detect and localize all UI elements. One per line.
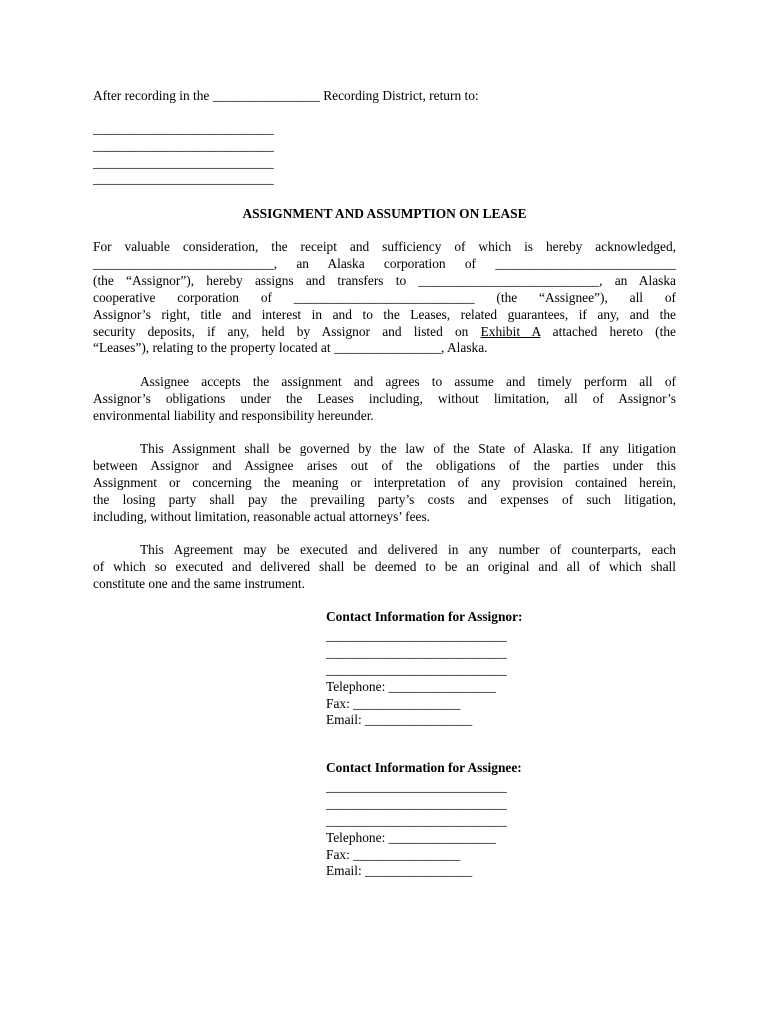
text-line: Assignor’s obligations under the Leases including, without limitation, all of Assignor’s [93, 390, 676, 406]
paragraph-assumption [93, 374, 676, 425]
assignor-fax: Fax: ________________ [326, 695, 461, 711]
paragraph-governing-law [93, 441, 676, 526]
text-line: Assignment or concerning the meaning or interpretation of any provision contained herein, [93, 474, 676, 490]
text-line: including, without limitation, reasonable actual attorneys’ fees. [93, 508, 431, 524]
assignor-contact-heading: Contact Information for Assignor: [326, 609, 523, 624]
text-line: For valuable consideration, the receipt and sufficiency of which is hereby acknowledged, [93, 239, 676, 254]
text-line: (the “Assignor”), hereby assigns and transfers to ___________________________, an Alaska [93, 272, 676, 288]
text-line: between Assignor and Assignee arises out of the obligations of the parties under this [93, 457, 676, 473]
assignee-blank-line: ___________________________ [326, 795, 507, 811]
address-line: ___________________________ [93, 137, 274, 153]
assignor-telephone: Telephone: ________________ [326, 678, 496, 694]
assignor-contact-block [326, 609, 626, 729]
text-line: Assignor’s right, title and interest in and to the Leases, related guarantees, if any, and the [93, 306, 676, 322]
assignee-email: Email: ________________ [326, 863, 473, 879]
address-line: ___________________________ [93, 154, 274, 170]
paragraph-consideration [93, 239, 676, 357]
text-fragment: security deposits, if any, held by Assignor and listed on [93, 323, 481, 339]
text-fragment: attached hereto (the [540, 323, 676, 339]
text-line: constitute one and the same instrument. [93, 575, 305, 591]
text-line [93, 324, 676, 341]
text-line: of which so executed and delivered shall be deemed to be an original and all of which shall [93, 558, 676, 574]
text-line: This Assignment shall be governed by the law of the State of Alaska. If any litigation [140, 441, 676, 456]
assignee-telephone: Telephone: ________________ [326, 829, 496, 845]
text-line: cooperative corporation of ___________________________ (the “Assignee”), all of [93, 289, 676, 305]
assignee-blank-line: ___________________________ [326, 812, 507, 828]
address-line: ___________________________ [93, 171, 274, 187]
assignor-blank-line: ___________________________ [326, 644, 507, 660]
return-address-blanks [93, 121, 676, 188]
paragraph-counterparts [93, 542, 676, 593]
assignee-fax: Fax: ________________ [326, 846, 461, 862]
assignee-contact-block [326, 760, 626, 880]
text-line: the losing party shall pay the prevailing party’s costs and expenses of such litigation, [93, 491, 676, 507]
recording-header [93, 88, 676, 105]
exhibit-a-reference: Exhibit A [480, 323, 541, 339]
document-title: ASSIGNMENT AND ASSUMPTION ON LEASE [242, 206, 527, 221]
text-line: environmental liability and responsibility hereunder. [93, 407, 374, 423]
assignee-blank-line: ___________________________ [326, 778, 507, 794]
assignor-blank-line: ___________________________ [326, 661, 507, 677]
assignor-blank-line: ___________________________ [326, 627, 507, 643]
assignor-email: Email: ________________ [326, 712, 473, 728]
return-to-line: After recording in the ________________ Recording District, return to: [93, 88, 479, 103]
text-line: This Agreement may be executed and delivered in any number of counterparts, each [140, 542, 676, 557]
text-line: ___________________________, an Alaska corporation of ___________________________ [93, 255, 676, 271]
assignee-contact-heading: Contact Information for Assignee: [326, 760, 522, 775]
text-line: Assignee accepts the assignment and agrees to assume and timely perform all of [140, 374, 676, 389]
text-line: “Leases”), relating to the property located at ________________, Alaska. [93, 340, 488, 356]
address-line: ___________________________ [93, 121, 274, 136]
